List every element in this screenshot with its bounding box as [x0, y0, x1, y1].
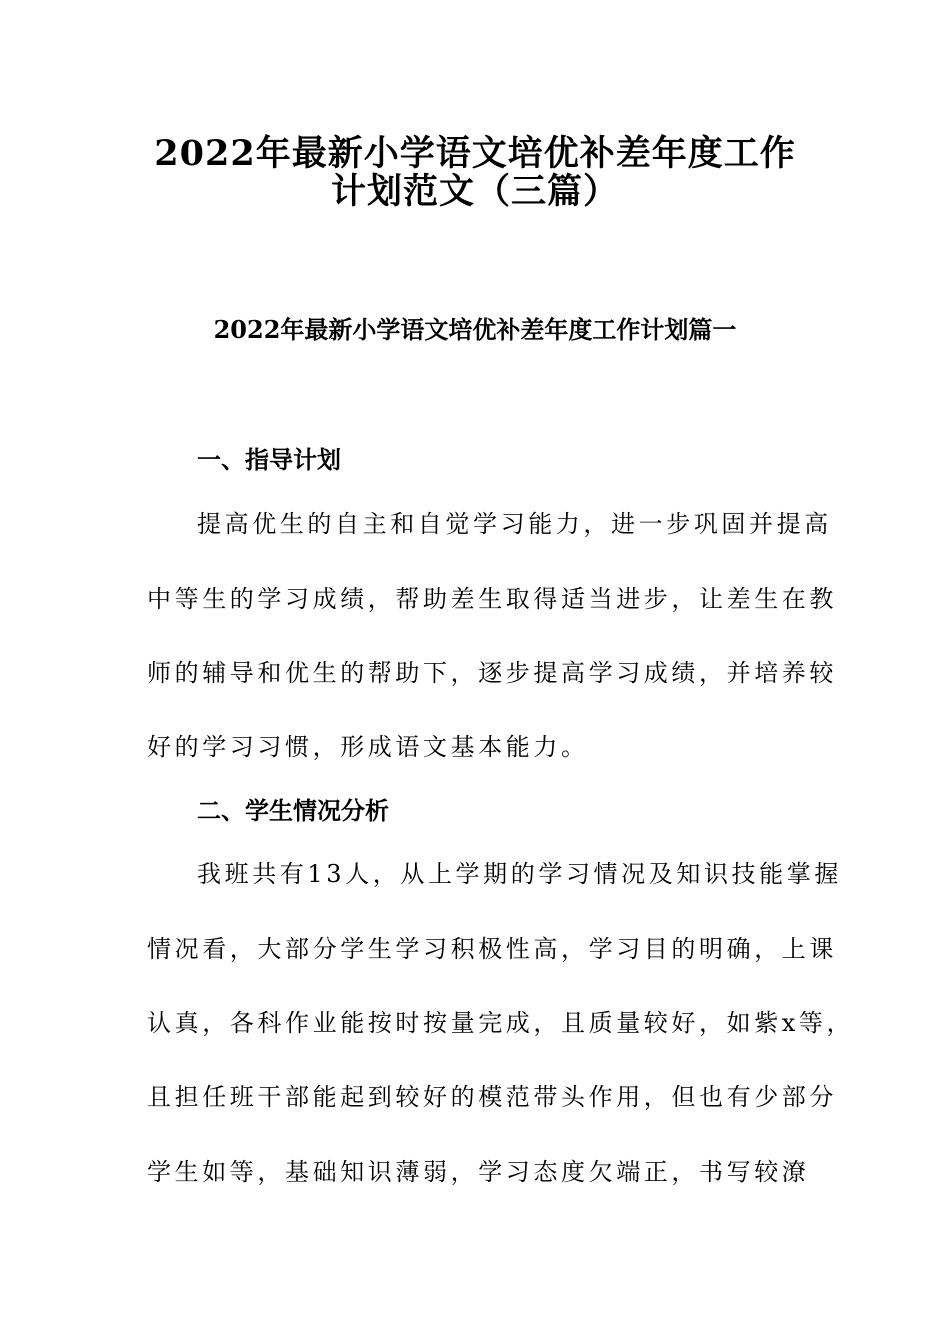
paragraph-line: 好的学习习惯，形成语文基本能力。 — [147, 733, 589, 761]
article-subtitle: 2022年最新小学语文培优补差年度工作计划篇一 — [213, 315, 737, 344]
paragraph-line: 提高优生的自主和自觉学习能力，进一步巩固并提高 — [197, 510, 832, 538]
paragraph-line: 认真，各科作业能按时按量完成，且质量较好，如紫x等， — [147, 1009, 855, 1037]
paragraph-line: 我班共有13人，从上学期的学习情况及知识技能掌握 — [197, 860, 842, 888]
paragraph-line: 学生如等，基础知识薄弱，学习态度欠端正，书写较潦 — [147, 1158, 810, 1186]
section-heading-student-analysis: 二、学生情况分析 — [197, 796, 389, 825]
paragraph-line: 中等生的学习成绩，帮助差生取得适当进步，让差生在教 — [147, 585, 837, 613]
document-title-line-2: 计划范文（三篇） — [330, 171, 619, 212]
paragraph-line: 师的辅导和优生的帮助下，逐步提高学习成绩，并培养较 — [147, 659, 837, 687]
paragraph-line: 情况看，大部分学生学习积极性高，学习目的明确，上课 — [147, 935, 837, 963]
paragraph-line: 且担任班干部能起到较好的模范带头作用，但也有少部分 — [147, 1083, 837, 1111]
section-heading-guidance-plan: 一、指导计划 — [197, 445, 341, 474]
document-title-line-1: 2022年最新小学语文培优补差年度工作 — [154, 133, 796, 174]
